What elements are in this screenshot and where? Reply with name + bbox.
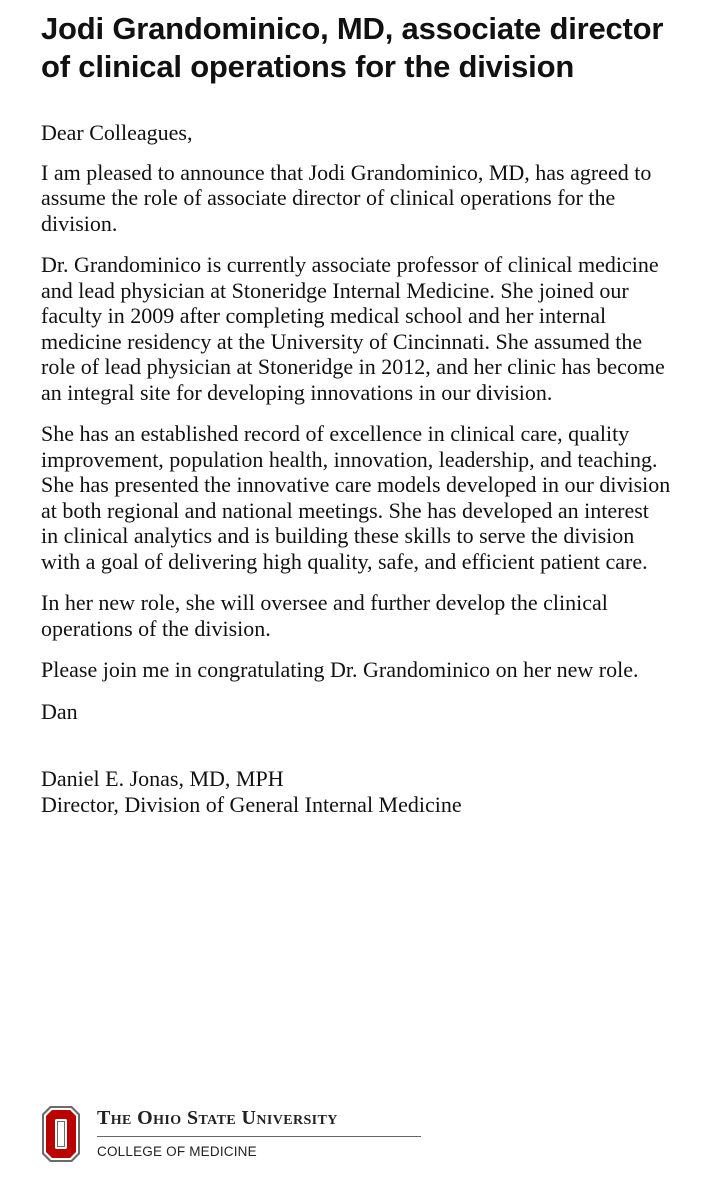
signature-name: Daniel E. Jonas, MD, MPH xyxy=(41,766,284,791)
paragraph-new-role: In her new role, she will oversee and further develop the clinical operations of the division. xyxy=(41,590,608,641)
signoff: Dan xyxy=(41,698,78,724)
block-o-logo-svg xyxy=(41,1105,81,1163)
brand-divider xyxy=(97,1136,421,1137)
paragraph-record: She has an established record of excellence in clinical care, quality improvement, population health, innovation, leadership, and teaching. She has presented the innovative care models developed in our division at both regional and national meetings. She has developed an interest in clinical analytics and is building these skills to serve the division with a goal of delivering high quality, safe, and efficient patient care. xyxy=(41,421,671,574)
announcement-page xyxy=(41,10,671,833)
paragraph-background: Dr. Grandominico is currently associate professor of clinical medicine and lead physician at Stoneridge Internal Medicine. She joined our faculty in 2009 after completing medical school and her internal medicine residency at the University of Cincinnati. She assumed the role of lead physician at Stoneridge in 2012, and her clinic has become an integral site for developing innovations in our division. xyxy=(41,252,665,405)
page-title: Jodi Grandominico, MD, associate director of clinical operations for the division xyxy=(41,11,664,84)
letter-body xyxy=(41,120,671,817)
signature-block xyxy=(41,766,671,817)
college-name: COLLEGE OF MEDICINE xyxy=(97,1144,257,1159)
paragraph-announcement: I am pleased to announce that Jodi Grandominico, MD, has agreed to assume the role of associate director of clinical operations for the division. xyxy=(41,159,652,236)
signature-title: Director, Division of General Internal Medicine xyxy=(41,791,462,817)
university-name: The Ohio State University xyxy=(97,1107,338,1129)
paragraph-congratulations: Please join me in congratulating Dr. Grandominico on her new role. xyxy=(41,657,639,682)
university-footer xyxy=(41,1105,441,1165)
salutation: Dear Colleagues, xyxy=(41,120,193,145)
block-o-logo-icon xyxy=(41,1105,81,1163)
